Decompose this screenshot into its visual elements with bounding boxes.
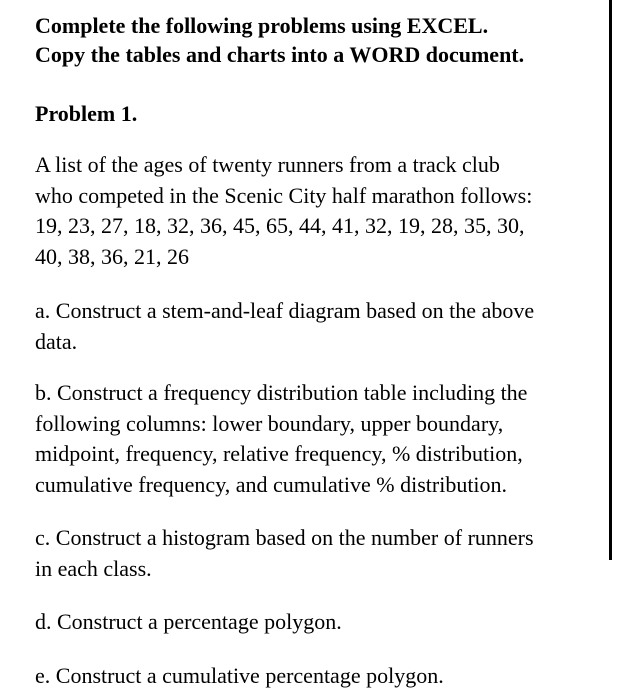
task-e-line: e. Construct a cumulative percentage polygon. (35, 663, 444, 688)
instructions-heading (35, 11, 524, 69)
task-e (35, 661, 595, 692)
task-c (35, 523, 595, 584)
task-a-line: data. (35, 328, 78, 354)
intro-line: 40, 38, 36, 21, 26 (35, 243, 189, 269)
task-d (35, 607, 595, 638)
task-a-line: a. Construct a stem-and-leaf diagram based on the above (35, 298, 535, 323)
intro-line: who competed in the Scenic City half marathon follows: (35, 182, 533, 208)
task-b-line: cumulative frequency, and cumulative % distribution. (35, 471, 508, 497)
problem-title: Problem 1. (35, 101, 138, 126)
heading-line-1: Complete the following problems using EXCEL. (35, 13, 489, 38)
task-c-line: in each class. (35, 555, 152, 581)
heading-line-2: Copy the tables and charts into a WORD document. (35, 42, 525, 67)
task-b-line: midpoint, frequency, relative frequency, % distribution, (35, 441, 523, 466)
intro-line: A list of the ages of twenty runners from a track club (35, 152, 500, 177)
task-a (35, 296, 595, 357)
page-edge-divider (609, 0, 612, 560)
problem-intro (35, 150, 595, 272)
intro-line: 19, 23, 27, 18, 32, 36, 45, 65, 44, 41, 32, 19, 28, 35, 30, (35, 213, 525, 238)
task-c-line: c. Construct a histogram based on the number of runners (35, 525, 534, 550)
task-b (35, 378, 595, 500)
task-d-line: d. Construct a percentage polygon. (35, 609, 342, 634)
task-b-line: b. Construct a frequency distribution table including the (35, 380, 528, 405)
task-b-line: following columns: lower boundary, upper boundary, (35, 410, 504, 436)
